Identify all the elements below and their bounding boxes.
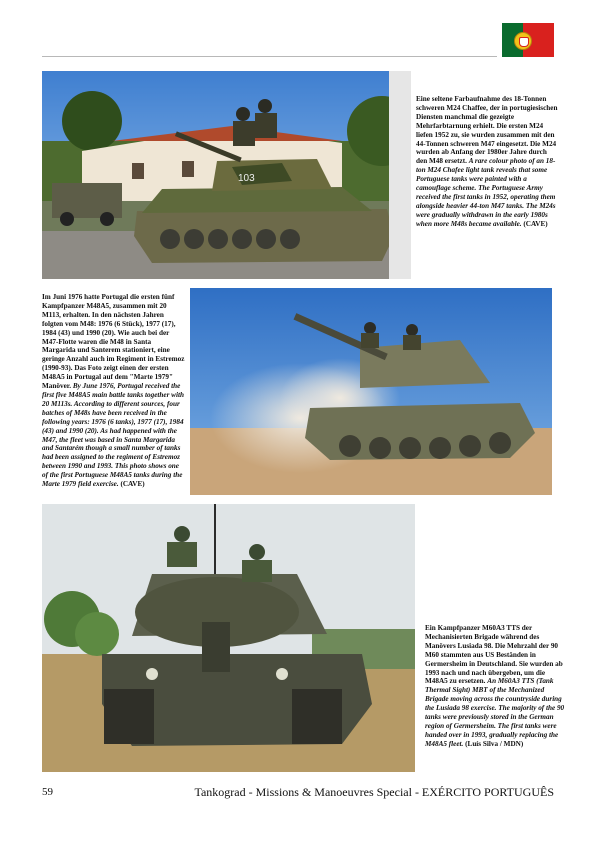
caption-m60-english: An M60A3 TTS (Tank Thermal Sight) MBT of the Mechanized Brigade moving across the countryside during the Lusiada 98 exercise. The majority of the 90 tanks were previously stored in the German region of Germersheim. The first tanks were handed over in 1993, gradually replacing the M48A5 fleet. — [425, 677, 565, 748]
caption-m60-german: Ein Kampfpanzer M60A3 TTS der Mechanisierten Brigade während des Manövers Lusiada 98. Die Mehrzahl der 90 M60 stammten aus US Beständen in Germersheim in Deutschland. Sie wurden ab 1993 nach und nach übergeben, um die M48A5 zu ersetzen. — [425, 624, 563, 686]
photo-m48a5 — [190, 288, 552, 495]
header-rule — [42, 56, 497, 57]
page-number: 59 — [42, 786, 53, 798]
caption-m60-credit: (Luís Silva / MDN) — [465, 739, 524, 748]
photo-m60a3-tts — [42, 504, 415, 772]
photo-m24-chaffee — [42, 71, 411, 279]
caption-m48-english: By June 1976, Portugal received the first five M48A5 main battle tanks together with 20 M113s. According to different sources, four batches of M48s have been received in the following years: 1976 (6 tanks), 1977 (17), 1984 (43) and 1990 (20). As had happened with the M47, the fleet was based in Santa Margarida and Santarém though a small number of tanks had been assigned to the regiment of Estremoz between 1990 and 1993. This photo shows one of the first Portuguese M48A5 tanks during the Marte 1979 field exercise. — [42, 382, 184, 489]
caption-m60 — [425, 624, 565, 749]
caption-m24-credit: (CAVE) — [523, 219, 548, 228]
caption-m48-credit: (CAVE) — [120, 480, 145, 489]
caption-m48 — [42, 293, 185, 489]
publication-title: Tankograd - Missions & Manoeuvres Special - EXÉRCITO PORTUGUÊS — [194, 785, 554, 799]
caption-m24-german: Eine seltene Farbaufnahme des 18-Tonnen schweren M24 Chaffee, der in portugiesischen Diensten manchmal die gezeigte Mehrfarbtarnung erhielt. Die ersten M24 liefen 1952 zu, sie wurden zusammen mit den 44-Tonnen schweren M47 eingesetzt. Die M24 wurden ab Anfang der 1980er Jahre durch den M48 ersetzt. — [416, 95, 558, 166]
portugal-flag-icon — [502, 23, 554, 57]
svg-text:103: 103 — [238, 173, 255, 184]
caption-m24-english: A rare colour photo of an 18-ton M24 Chafee light tank reveals that some Portuguese tanks were painted with a camouflage scheme. The Portuguese Army received the first tanks in 1952, operating them alongside heavier 44-ton M47 tanks. The M24s were gradually withdrawn in the early 1980s when more M48s became available. — [416, 157, 556, 228]
caption-m48-german: Im Juni 1976 hatte Portugal die ersten fünf Kampfpanzer M48A5, zusammen mit 20 M113, erhalten. In den nächsten Jahren folgten vom M48: 1976 (6 Stück), 1977 (17), 1984 (43) und 1990 (20). Wie auch bei der M47-Flotte waren die M48 in Santa Margarida und Santerem stationiert, eine geringe Anzahl auch im Regiment in Estremoz (1990-93). Das Foto zeigt einen der ersten M48A5 in Portugal auf dem "Marte 1979" Manöver. — [42, 293, 185, 391]
caption-m24 — [416, 95, 559, 229]
